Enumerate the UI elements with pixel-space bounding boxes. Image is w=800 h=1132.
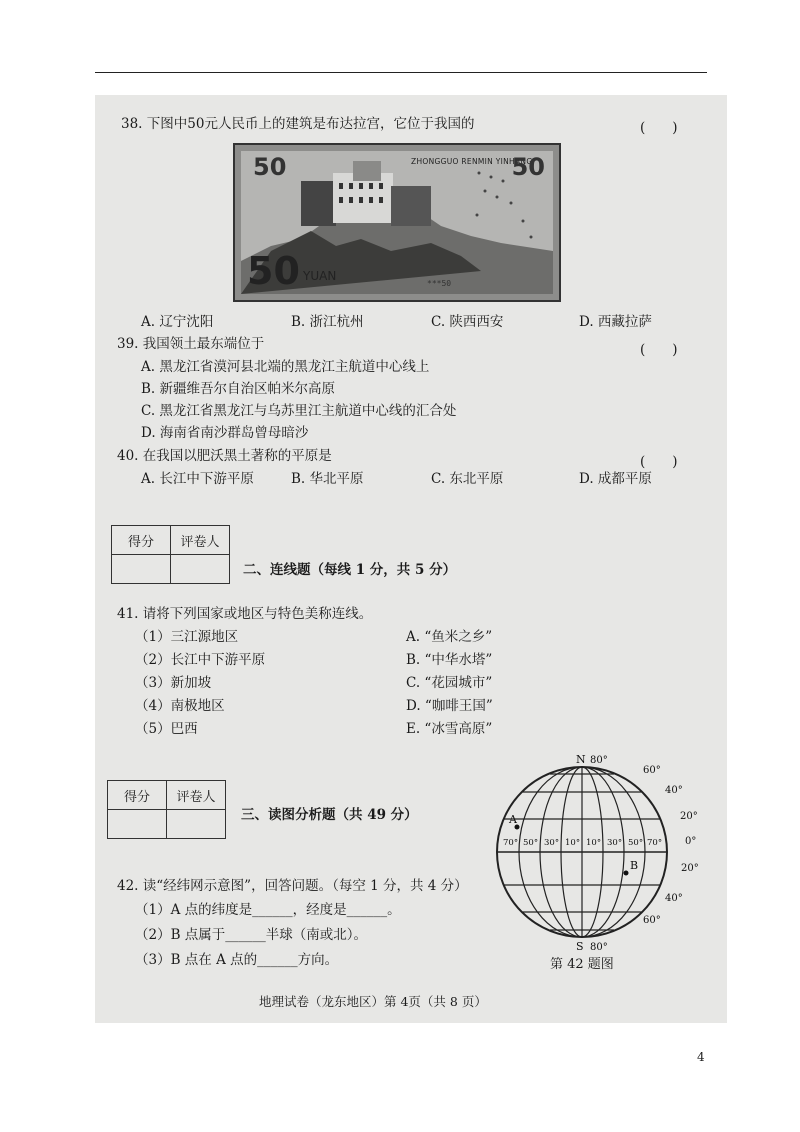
grader-label: 评卷人 [167, 781, 226, 810]
q38-option-c: C. 陕西西安 [431, 314, 504, 330]
banknote-pinyin: ZHONGGUO RENMIN YINHANG [411, 157, 533, 166]
grader-label: 评卷人 [171, 526, 230, 555]
lon-label: 50° [523, 838, 539, 848]
score-label: 得分 [112, 526, 171, 555]
score-table-section2 [111, 525, 230, 584]
q42-item-1: （1）A 点的纬度是______，经度是______。 [135, 902, 401, 918]
banknote-serial: ***50 [427, 279, 452, 288]
score-cell [108, 810, 167, 839]
graticule-globe-figure [485, 745, 715, 955]
q40-option-c: C. 东北平原 [431, 471, 504, 487]
q38-answer-paren: ( ) [640, 120, 678, 136]
q42-item-3: （3）B 点在 A 点的______方向。 [135, 952, 339, 968]
lon-label: 10° [586, 838, 602, 848]
q41-stem: 41. 请将下列国家或地区与特色美称连线。 [117, 606, 373, 622]
q39-option-c: C. 黑龙江省黑龙江与乌苏里江主航道中心线的汇合处 [141, 403, 457, 419]
q41-left-5: （5）巴西 [135, 721, 198, 737]
scanned-exam-page [95, 95, 727, 1023]
q40-stem: 40. 在我国以肥沃黑土著称的平原是 [117, 448, 332, 464]
lat-label-60s: 60° [643, 915, 661, 926]
section2-title: 二、连线题（每线 1 分，共 5 分） [243, 562, 457, 578]
banknote-denomination-top: 50 [253, 153, 287, 181]
q39-option-b: B. 新疆维吾尔自治区帕米尔高原 [141, 381, 336, 397]
q41-left-3: （3）新加坡 [135, 675, 212, 691]
page-number: 4 [697, 1050, 705, 1064]
page-footer: 地理试卷（龙东地区）第 4页（共 8 页） [259, 994, 487, 1009]
grader-cell [167, 810, 226, 839]
globe-south-label: S [576, 940, 584, 953]
grader-cell [171, 555, 230, 584]
q41-left-1: （1）三江源地区 [135, 629, 239, 645]
lat-label-equator: 0° [685, 836, 697, 847]
q41-right-d: D. “咖啡王国” [406, 698, 493, 714]
q38-option-b: B. 浙江杭州 [291, 314, 364, 330]
header-rule [95, 72, 707, 73]
globe-bottom-label: 80° [590, 942, 608, 953]
q39-stem: 39. 我国领土最东端位于 [117, 336, 265, 352]
point-a-label: A [509, 813, 517, 826]
banknote-yuan: YUAN [303, 269, 337, 283]
banknote-denomination-large: 50 [247, 249, 300, 293]
globe-north-label: N [576, 753, 586, 766]
q42-stem: 42. 读“经纬网示意图”，回答问题。（每空 1 分，共 4 分） [117, 878, 468, 894]
lat-label-60n: 60° [643, 765, 661, 776]
q41-right-a: A. “鱼米之乡” [406, 629, 493, 645]
q41-right-b: B. “中华水塔” [406, 652, 493, 668]
q41-left-2: （2）长江中下游平原 [135, 652, 266, 668]
q39-answer-paren: ( ) [640, 342, 678, 358]
lon-label: 70° [647, 838, 663, 848]
q41-left-4: （4）南极地区 [135, 698, 225, 714]
q39-option-a: A. 黑龙江省漠河县北端的黑龙江主航道中心线上 [141, 359, 430, 375]
lat-label-40n: 40° [665, 785, 683, 796]
q38-option-d: D. 西藏拉萨 [579, 314, 652, 330]
lat-label-40s: 40° [665, 893, 683, 904]
lon-label: 10° [565, 838, 581, 848]
score-label: 得分 [108, 781, 167, 810]
lon-label: 50° [628, 838, 644, 848]
banknote-denomination-right: 50 [511, 153, 545, 181]
banknote-50-yuan-image [233, 143, 561, 302]
globe-top-label: 80° [590, 755, 608, 766]
q39-option-d: D. 海南省南沙群岛曾母暗沙 [141, 425, 309, 441]
q40-option-d: D. 成都平原 [579, 471, 652, 487]
q38-option-a: A. 辽宁沈阳 [141, 314, 214, 330]
lat-label-20n: 20° [680, 811, 698, 822]
score-table-section3 [107, 780, 226, 839]
figure-caption: 第 42 题图 [550, 957, 614, 972]
point-b-label: B [630, 859, 639, 872]
q40-option-a: A. 长江中下游平原 [141, 471, 254, 487]
lat-label-20s: 20° [681, 863, 699, 874]
q42-item-2: （2）B 点属于______半球（南或北）。 [135, 927, 368, 943]
section3-title: 三、读图分析题（共 49 分） [241, 807, 418, 823]
q40-option-b: B. 华北平原 [291, 471, 364, 487]
lon-label: 30° [607, 838, 623, 848]
q41-right-c: C. “花园城市” [406, 675, 493, 691]
q38-stem: 38. 下图中50元人民币上的建筑是布达拉宫，它位于我国的 [121, 116, 475, 132]
score-cell [112, 555, 171, 584]
q40-answer-paren: ( ) [640, 454, 678, 470]
lon-label: 70° [503, 838, 519, 848]
q41-right-e: E. “冰雪高原” [406, 721, 493, 737]
lon-label: 30° [544, 838, 560, 848]
point-b-marker [624, 871, 629, 876]
